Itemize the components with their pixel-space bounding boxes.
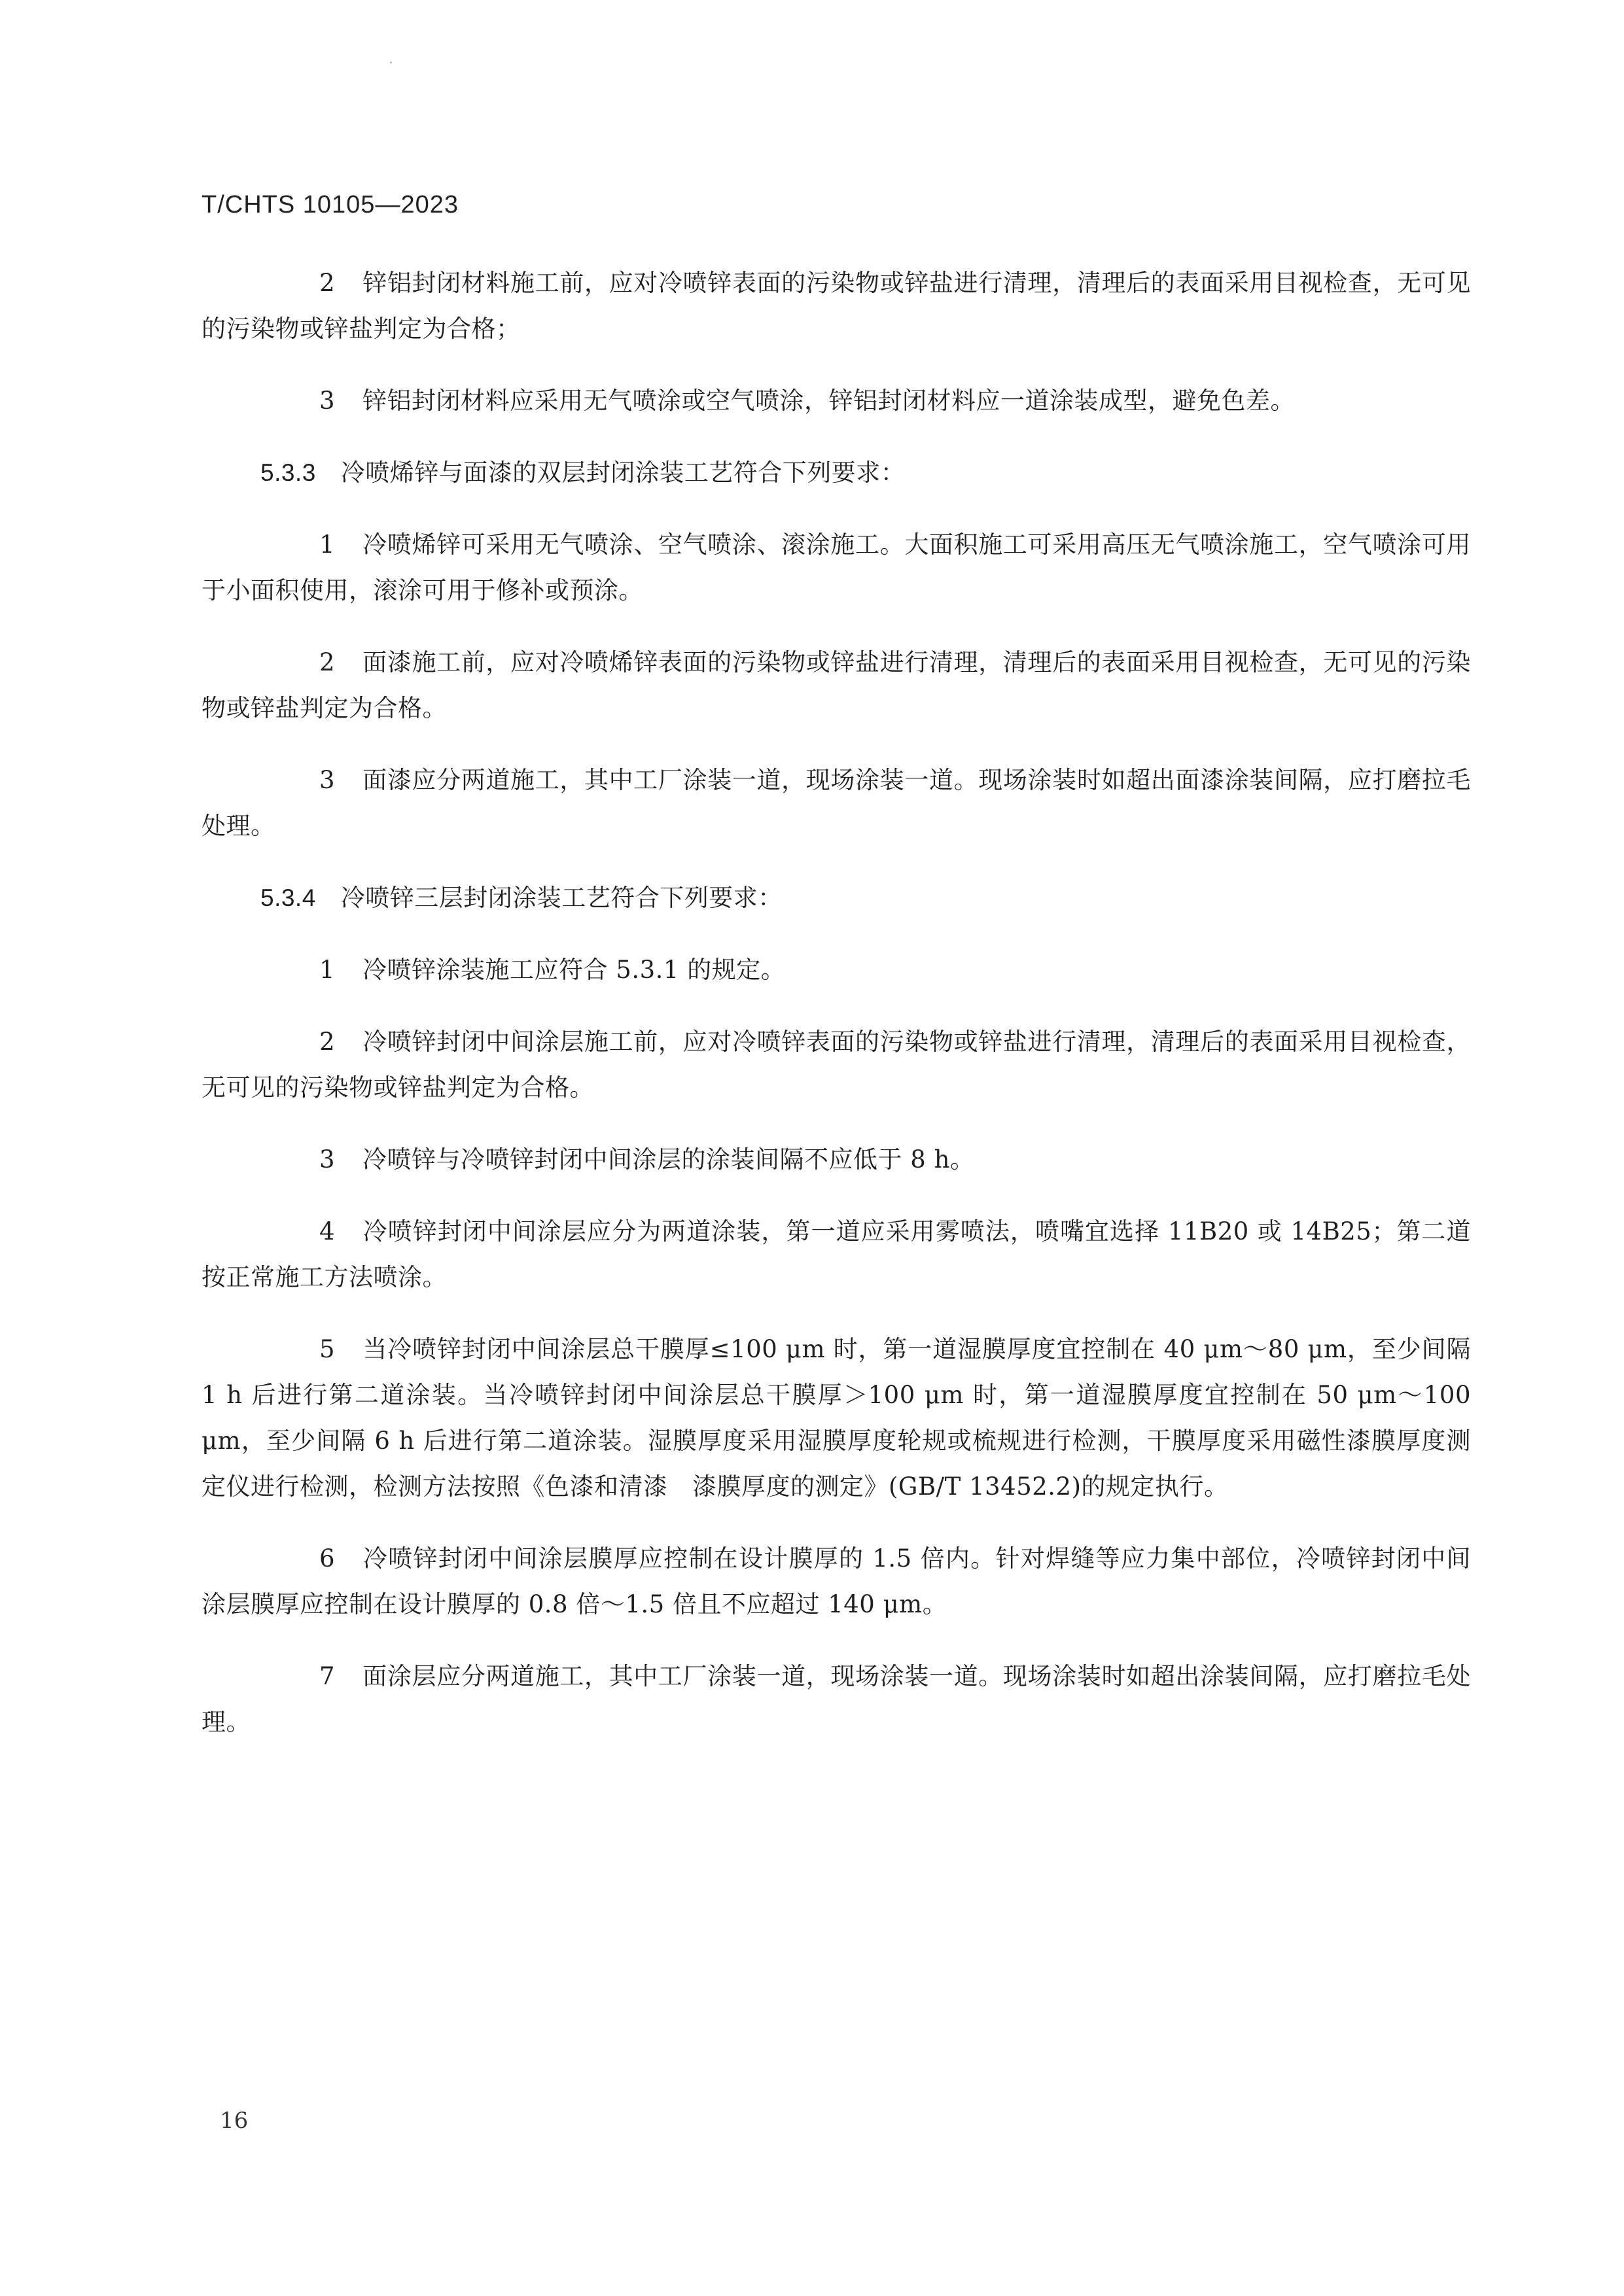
item-number: 6	[319, 1544, 336, 1573]
clause-5-3-4	[202, 875, 1471, 921]
item-text: 冷喷烯锌可采用无气喷涂、空气喷涂、滚涂施工。大面积施工可采用高压无气喷涂施工，空气喷涂可用于小面积使用，滚涂可用于修补或预涂。	[202, 531, 1471, 604]
item-text: 冷喷锌与冷喷锌封闭中间涂层的涂装间隔不应低于 8 h。	[362, 1145, 975, 1174]
clause-number: 5.3.3	[260, 459, 316, 486]
paragraph-item-2	[202, 1019, 1471, 1111]
paragraph-item-2	[202, 260, 1471, 352]
paragraph-item-3	[202, 378, 1471, 424]
item-text: 冷喷锌封闭中间涂层施工前，应对冷喷锌表面的污染物或锌盐进行清理，清理后的表面采用目视检查，无可见的污染物或锌盐判定为合格。	[202, 1028, 1471, 1102]
item-text: 冷喷锌封闭中间涂层膜厚应控制在设计膜厚的 1.5 倍内。针对焊缝等应力集中部位，冷喷锌封闭中间涂层膜厚应控制在设计膜厚的 0.8 倍～1.5 倍且不应超过 140 μm。	[202, 1544, 1471, 1618]
document-code: T/CHTS 10105—2023	[202, 191, 459, 218]
clause-5-3-3	[202, 450, 1471, 496]
item-number: 3	[319, 766, 336, 794]
paragraph-item-1	[202, 522, 1471, 614]
item-number: 1	[319, 956, 336, 984]
scan-speck	[390, 61, 392, 63]
item-number: 3	[319, 1145, 336, 1174]
item-number: 2	[319, 1028, 336, 1056]
item-text: 锌铝封闭材料施工前，应对冷喷锌表面的污染物或锌盐进行清理，清理后的表面采用目视检查，无可见的污染物或锌盐判定为合格；	[202, 269, 1471, 343]
paragraph-item-2	[202, 640, 1471, 731]
paragraph-item-6	[202, 1536, 1471, 1627]
paragraph-item-3	[202, 757, 1471, 849]
page-number: 16	[220, 2108, 249, 2134]
document-body	[202, 260, 1471, 1771]
item-number: 7	[319, 1662, 336, 1690]
item-text: 面漆应分两道施工，其中工厂涂装一道，现场涂装一道。现场涂装时如超出面漆涂装间隔，应打磨拉毛处理。	[202, 766, 1471, 840]
clause-text: 冷喷烯锌与面漆的双层封闭涂装工艺符合下列要求：	[340, 459, 906, 487]
item-text: 冷喷锌封闭中间涂层应分为两道涂装，第一道应采用雾喷法，喷嘴宜选择 11B20 或 14B25；第二道按正常施工方法喷涂。	[202, 1217, 1471, 1291]
item-number: 2	[319, 269, 336, 297]
item-text: 冷喷锌涂装施工应符合 5.3.1 的规定。	[362, 956, 786, 984]
paragraph-item-4	[202, 1209, 1471, 1300]
item-text: 面涂层应分两道施工，其中工厂涂装一道，现场涂装一道。现场涂装时如超出涂装间隔，应打磨拉毛处理。	[202, 1662, 1471, 1736]
item-text: 锌铝封闭材料应采用无气喷涂或空气喷涂，锌铝封闭材料应一道涂装成型，避免色差。	[362, 387, 1296, 415]
item-number: 2	[319, 648, 336, 676]
item-text: 当冷喷锌封闭中间涂层总干膜厚≤100 μm 时，第一道湿膜厚度宜控制在 40 μm～80 μm，至少间隔 1 h 后进行第二道涂装。当冷喷锌封闭中间涂层总干膜厚＞100 μm 时，第一道湿膜厚度宜控制在 50 μm～100 μm，至少间隔 6 h 后进行第二道涂装。湿膜厚度采用湿膜厚度轮规或梳规进行检测，干膜厚度采用磁性漆膜厚度测定仪进行检测，检测方法按照《色漆和清漆 漆膜厚度的测定》(GB/T 13452.2)的规定执行。	[202, 1335, 1471, 1501]
item-number: 1	[319, 531, 336, 559]
item-number: 3	[319, 387, 336, 415]
paragraph-item-5	[202, 1327, 1471, 1510]
item-number: 4	[319, 1217, 336, 1245]
item-number: 5	[319, 1335, 336, 1363]
paragraph-item-7	[202, 1654, 1471, 1745]
paragraph-item-3	[202, 1137, 1471, 1183]
item-text: 面漆施工前，应对冷喷烯锌表面的污染物或锌盐进行清理，清理后的表面采用目视检查，无可见的污染物或锌盐判定为合格。	[202, 648, 1471, 722]
clause-number: 5.3.4	[260, 884, 316, 911]
clause-text: 冷喷锌三层封闭涂装工艺符合下列要求：	[340, 884, 783, 912]
paragraph-item-1	[202, 947, 1471, 993]
